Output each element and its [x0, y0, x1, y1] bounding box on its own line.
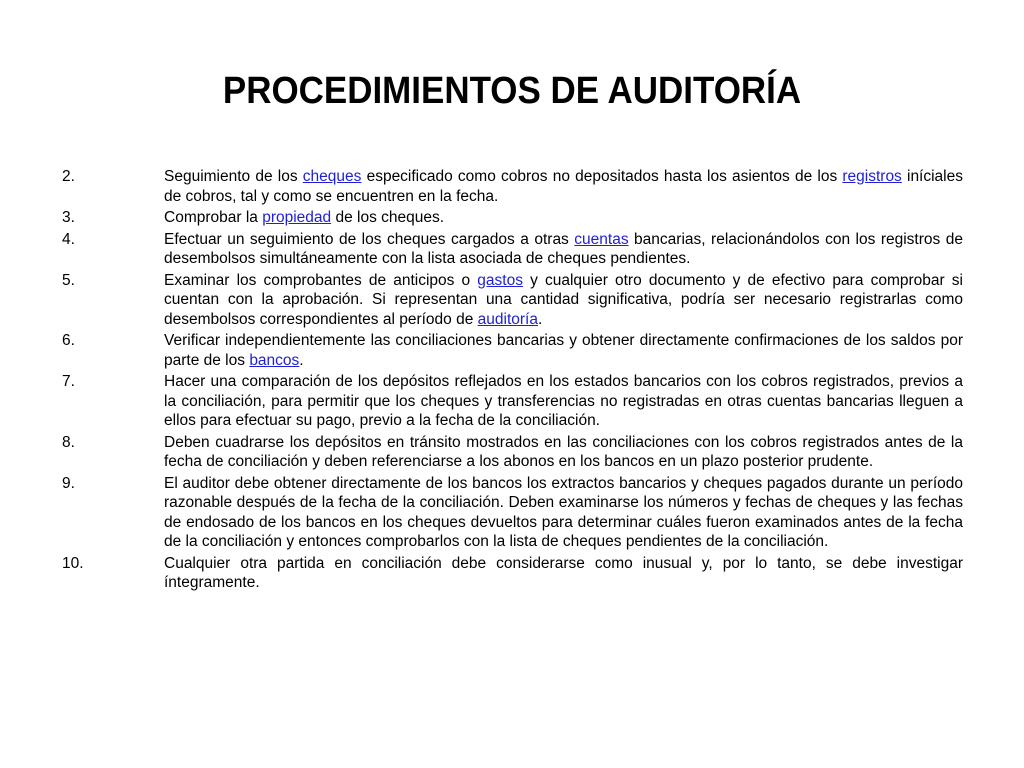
list-item	[62, 230, 963, 269]
hyperlink[interactable]: gastos	[477, 271, 523, 289]
item-text	[164, 271, 963, 330]
item-number: 9.	[62, 474, 75, 492]
item-text	[164, 433, 963, 472]
hyperlink[interactable]: bancos	[249, 351, 300, 369]
item-text	[164, 474, 963, 552]
list-item	[62, 331, 963, 370]
text-run: Hacer una comparación de los depósitos reflejados en los estados bancarios con los cobros registrados, previos a la conciliación, para permitir que los cheques y transferencias no registradas en otras cuentas bancarias lleguen a ellos para efectuar su pago, previo a la fecha de la conciliación.	[164, 373, 963, 429]
text-run: iníciales de cobros, tal y como se encuentren en la fecha.	[164, 168, 963, 205]
item-number: 2.	[62, 168, 75, 185]
text-run: Efectuar un seguimiento de los cheques cargados a otras	[164, 230, 575, 248]
text-run: Verificar independientemente las conciliaciones bancarias y obtener directamente confirmaciones de los saldos por parte de los	[164, 332, 963, 369]
list-item	[62, 167, 963, 206]
item-text	[164, 331, 963, 370]
item-number: 10.	[62, 554, 84, 572]
hyperlink[interactable]: auditoría	[477, 310, 538, 328]
list-item	[62, 474, 963, 552]
item-text	[164, 167, 963, 206]
item-number: 4.	[62, 230, 75, 248]
hyperlink[interactable]: cheques	[302, 168, 362, 185]
text-run: Comprobar la	[164, 209, 263, 226]
text-run: y cualquier otro documento y de efectivo para comprobar si cuentan con la aprobación. Si representan una cantidad significativa, podría ser necesario registrarlas como desembolsos correspondientes al período de	[164, 271, 963, 328]
slide-title: PROCEDIMIENTOS DE AUDITORÍA	[222, 70, 802, 112]
hyperlink[interactable]: registros	[842, 168, 902, 185]
hyperlink[interactable]: propiedad	[262, 209, 332, 226]
text-run: Cualquier otra partida en conciliación debe considerarse como inusual y, por lo tanto, se debe investigar íntegramente.	[164, 554, 963, 591]
item-text	[164, 208, 963, 228]
list-item	[62, 554, 963, 593]
text-run: .	[537, 310, 543, 328]
item-number: 6.	[62, 332, 75, 349]
item-number: 7.	[62, 373, 75, 390]
text-run: Deben cuadrarse los depósitos en tránsito mostrados en las conciliaciones con los cobros registrados antes de la fecha de conciliación y deben referenciarse a los abonos en los bancos en un plazo posterior prudente.	[164, 433, 963, 470]
list-item	[62, 433, 963, 472]
text-run: El auditor debe obtener directamente de los bancos los extractos bancarios y cheques pagados durante un período razonable después de la fecha de la conciliación. Deben examinarse los números y fechas de cheques y las fechas de endosado de los bancos en los cheques devueltos para determinar cuáles fueron examinados antes de la fecha de la conciliación y entonces comprobarlos con la lista de cheques pendientes de la conciliación.	[164, 474, 963, 550]
list-item	[62, 208, 963, 228]
text-run: .	[299, 351, 304, 369]
item-number: 8.	[62, 433, 75, 451]
text-run: de los cheques.	[331, 209, 445, 226]
text-run: Examinar los comprobantes de anticipos o	[164, 271, 478, 289]
list-item	[62, 271, 963, 330]
list-item	[62, 372, 963, 431]
item-text	[164, 230, 963, 269]
item-text	[164, 372, 963, 431]
text-run: Seguimiento de los	[164, 168, 303, 185]
hyperlink[interactable]: cuentas	[574, 230, 629, 248]
text-run: bancarias, relacionándolos con los registros de desembolsos simultáneamente con la lista asociada de cheques pendientes.	[164, 230, 963, 267]
item-text	[164, 554, 963, 593]
procedure-list	[62, 167, 963, 595]
text-run: especificado como cobros no depositados hasta los asientos de los	[361, 168, 843, 185]
item-number: 5.	[62, 271, 75, 289]
item-number: 3.	[62, 209, 75, 226]
